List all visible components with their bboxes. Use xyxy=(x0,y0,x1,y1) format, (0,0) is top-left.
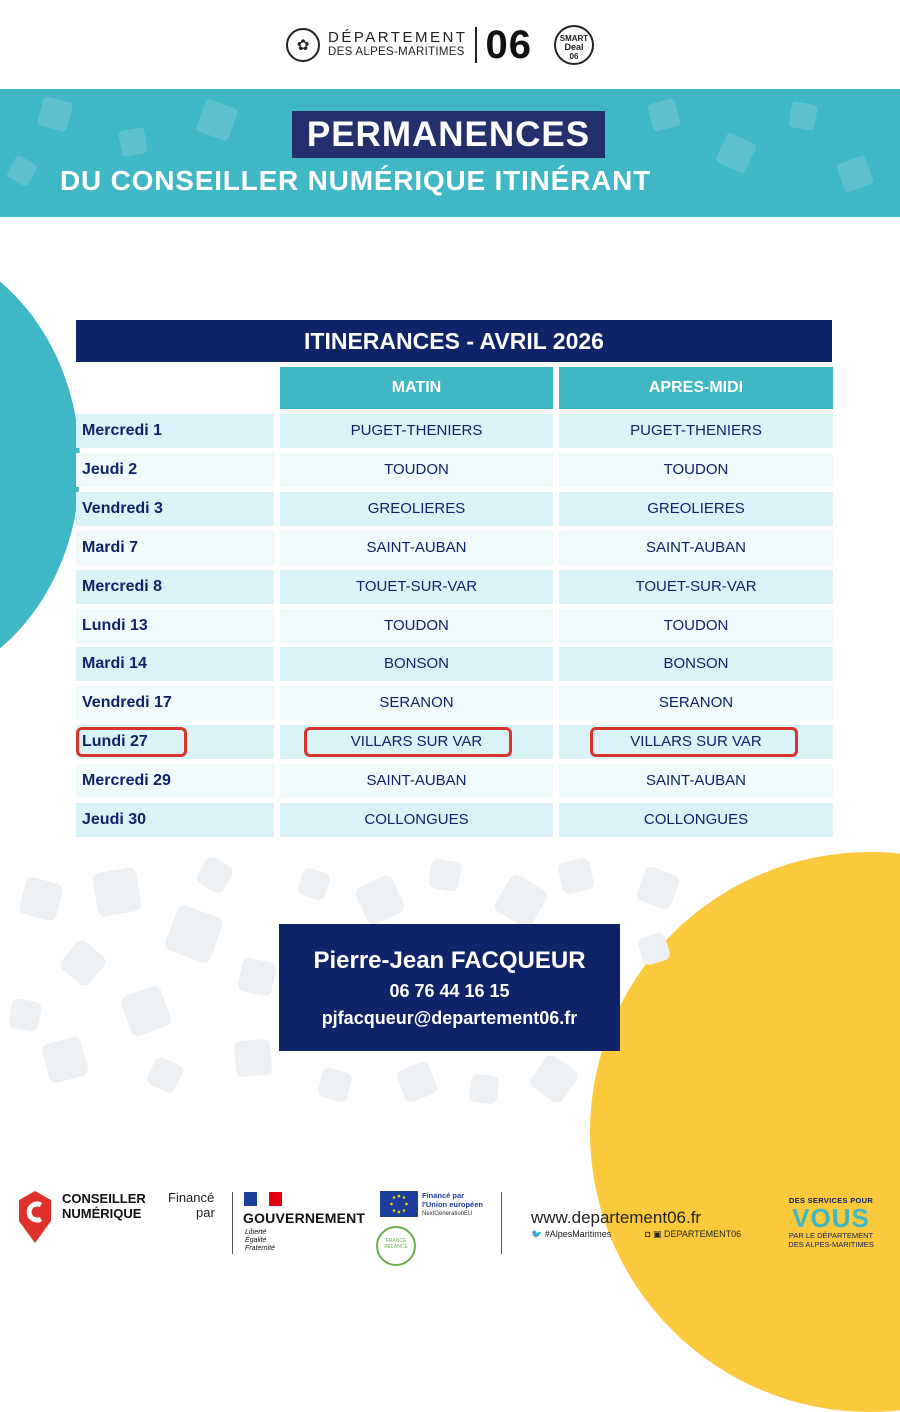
column-header-morning: MATIN xyxy=(280,367,553,409)
table-cell-afternoon: TOUDON xyxy=(559,453,833,487)
page-subtitle: DU CONSEILLER NUMÉRIQUE ITINÉRANT xyxy=(60,165,652,196)
conseiller-numerique-logo-icon xyxy=(19,1191,51,1243)
france-relance-logo: FRANCE RELANCE xyxy=(376,1226,416,1266)
table-cell-day: Mardi 7 xyxy=(76,531,274,565)
table-cell-afternoon: GREOLIERES xyxy=(559,492,833,526)
table-cell-afternoon: SAINT-AUBAN xyxy=(559,531,833,565)
table-title: ITINERANCES - AVRIL 2026 xyxy=(76,320,832,362)
conseiller-numerique-text: CONSEILLER NUMÉRIQUE xyxy=(62,1191,146,1221)
table-cell-morning: SAINT-AUBAN xyxy=(280,531,553,565)
marianne-flag-icon xyxy=(244,1192,282,1206)
highlight-afternoon-lundi-27 xyxy=(590,727,798,757)
smart-deal-logo: SMART Deal 06 xyxy=(554,25,594,65)
table-cell-day: Mercredi 29 xyxy=(76,764,274,798)
table-cell-afternoon: SERANON xyxy=(559,686,833,720)
table-cell-day: Lundi 27 xyxy=(76,725,274,759)
table-cell-morning: SERANON xyxy=(280,686,553,720)
table-cell-morning: TOUDON xyxy=(280,453,553,487)
gouvernement-label: GOUVERNEMENT xyxy=(243,1210,366,1226)
eu-flag-icon xyxy=(380,1191,418,1217)
table-cell-afternoon: PUGET-THENIERS xyxy=(559,414,833,448)
table-cell-morning: TOUET-SUR-VAR xyxy=(280,570,553,604)
page-title: PERMANENCES xyxy=(292,111,605,158)
dept-name-line1: DÉPARTEMENT xyxy=(328,29,468,46)
table-cell-day: Mardi 14 xyxy=(76,647,274,681)
contact-box xyxy=(279,924,620,1051)
eu-finance-text: Financé par l'Union européen xyxy=(422,1191,483,1209)
table-cell-afternoon: TOUDON xyxy=(559,609,833,643)
table-cell-afternoon: TOUET-SUR-VAR xyxy=(559,570,833,604)
twitter-handle[interactable]: 🐦 #AlpesMaritimes xyxy=(531,1229,612,1239)
dept-number: 06 xyxy=(485,23,532,67)
table-cell-afternoon: COLLONGUES xyxy=(559,803,833,837)
table-cell-day: Mercredi 8 xyxy=(76,570,274,604)
table-cell-afternoon: BONSON xyxy=(559,647,833,681)
table-cell-day: Jeudi 2 xyxy=(76,453,274,487)
department-logo xyxy=(286,22,594,68)
table-cell-morning: VILLARS SUR VAR xyxy=(280,725,553,759)
decorative-yellow-circle xyxy=(590,852,900,1412)
website-link[interactable]: www.departement06.fr xyxy=(531,1208,702,1227)
dept-name-line2: DES ALPES-MARITIMES xyxy=(328,46,465,58)
table-cell-morning: PUGET-THENIERS xyxy=(280,414,553,448)
social-handle[interactable]: ◘ ▣ DEPARTEMENT06 xyxy=(645,1229,742,1239)
contact-phone: 06 76 44 16 15 xyxy=(389,981,510,1001)
highlight-morning-lundi-27 xyxy=(304,727,512,757)
decorative-teal-circle xyxy=(0,240,80,690)
column-header-afternoon: APRES-MIDI xyxy=(559,367,833,409)
table-cell-morning: GREOLIERES xyxy=(280,492,553,526)
table-cell-day: Vendredi 17 xyxy=(76,686,274,720)
facebook-icon: ▣ xyxy=(652,1229,662,1239)
department-emblem-icon: ✿ xyxy=(286,28,320,62)
table-cell-day: Mercredi 1 xyxy=(76,414,274,448)
table-cell-morning: COLLONGUES xyxy=(280,803,553,837)
table-cell-afternoon: SAINT-AUBAN xyxy=(559,764,833,798)
table-cell-day: Lundi 13 xyxy=(76,609,274,643)
highlight-day-lundi-27 xyxy=(76,727,187,757)
gouvernement-motto: Liberté Égalité Fraternité xyxy=(245,1229,275,1252)
table-cell-day: Vendredi 3 xyxy=(76,492,274,526)
instagram-icon: ◘ xyxy=(645,1229,651,1239)
contact-name: Pierre-Jean FACQUEUR xyxy=(313,947,586,974)
next-generation-eu: NextGenerationEU xyxy=(422,1211,473,1217)
services-pour-vous-logo: DES SERVICES POUR VOUS PAR LE DÉPARTEMENT DES ALPES-MARITIMES xyxy=(788,1196,874,1249)
contact-email: pjfacqueur@departement06.fr xyxy=(321,1008,578,1028)
table-cell-morning: SAINT-AUBAN xyxy=(280,764,553,798)
table-cell-day: Jeudi 30 xyxy=(76,803,274,837)
table-cell-afternoon: VILLARS SUR VAR xyxy=(559,725,833,759)
table-cell-morning: TOUDON xyxy=(280,609,553,643)
finance-label: Financé par xyxy=(168,1190,215,1220)
table-cell-morning: BONSON xyxy=(280,647,553,681)
twitter-icon: 🐦 xyxy=(531,1229,543,1239)
